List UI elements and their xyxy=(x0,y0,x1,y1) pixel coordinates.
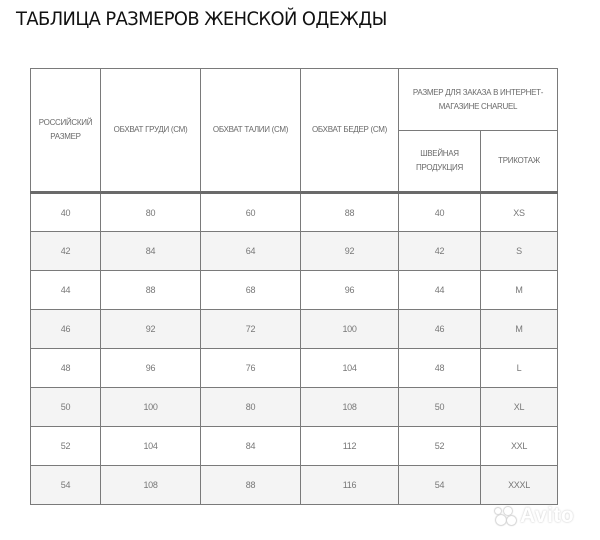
cell-waist: 84 xyxy=(201,427,301,466)
header-sewn-products: ШВЕЙНАЯ ПРОДУКЦИЯ xyxy=(399,131,481,193)
cell-bust: 92 xyxy=(101,310,201,349)
cell-bust: 84 xyxy=(101,232,201,271)
cell-knit: L xyxy=(481,349,558,388)
cell-bust: 96 xyxy=(101,349,201,388)
cell-waist: 68 xyxy=(201,271,301,310)
cell-russian-size: 54 xyxy=(31,466,101,505)
cell-russian-size: 48 xyxy=(31,349,101,388)
cell-bust: 100 xyxy=(101,388,201,427)
page-title: ТАБЛИЦА РАЗМЕРОВ ЖЕНСКОЙ ОДЕЖДЫ xyxy=(16,8,387,30)
cell-russian-size: 44 xyxy=(31,271,101,310)
header-bust: ОБХВАТ ГРУДИ (СМ) xyxy=(101,69,201,193)
cell-sewn: 44 xyxy=(399,271,481,310)
cell-russian-size: 50 xyxy=(31,388,101,427)
size-chart-table xyxy=(30,68,558,505)
cell-russian-size: 40 xyxy=(31,193,101,232)
table-row xyxy=(31,349,558,388)
cell-waist: 80 xyxy=(201,388,301,427)
cell-bust: 108 xyxy=(101,466,201,505)
cell-hips: 116 xyxy=(301,466,399,505)
cell-sewn: 50 xyxy=(399,388,481,427)
cell-knit: XS xyxy=(481,193,558,232)
cell-sewn: 54 xyxy=(399,466,481,505)
cell-knit: XXL xyxy=(481,427,558,466)
cell-waist: 64 xyxy=(201,232,301,271)
cell-hips: 104 xyxy=(301,349,399,388)
header-russian-size: РОССИЙСКИЙ РАЗМЕР xyxy=(31,69,101,193)
cell-waist: 76 xyxy=(201,349,301,388)
cell-waist: 72 xyxy=(201,310,301,349)
table-row xyxy=(31,388,558,427)
cell-hips: 100 xyxy=(301,310,399,349)
cell-sewn: 40 xyxy=(399,193,481,232)
cell-bust: 88 xyxy=(101,271,201,310)
header-row xyxy=(31,69,558,131)
header-order-size-group: РАЗМЕР ДЛЯ ЗАКАЗА В ИНТЕРНЕТ-МАГАЗИНЕ CHARUEL xyxy=(399,69,558,131)
cell-sewn: 46 xyxy=(399,310,481,349)
cell-bust: 80 xyxy=(101,193,201,232)
cell-knit: M xyxy=(481,310,558,349)
cell-russian-size: 52 xyxy=(31,427,101,466)
cell-knit: XXXL xyxy=(481,466,558,505)
cell-hips: 92 xyxy=(301,232,399,271)
avito-watermark-text: Avito xyxy=(520,504,575,527)
cell-sewn: 42 xyxy=(399,232,481,271)
cell-sewn: 52 xyxy=(399,427,481,466)
avito-watermark xyxy=(494,503,594,529)
cell-waist: 60 xyxy=(201,193,301,232)
table-row xyxy=(31,232,558,271)
header-hips: ОБХВАТ БЕДЕР (СМ) xyxy=(301,69,399,193)
cell-sewn: 48 xyxy=(399,349,481,388)
table-row xyxy=(31,427,558,466)
table-row xyxy=(31,310,558,349)
cell-bust: 104 xyxy=(101,427,201,466)
cell-hips: 88 xyxy=(301,193,399,232)
table-row xyxy=(31,271,558,310)
cell-hips: 112 xyxy=(301,427,399,466)
table-row xyxy=(31,193,558,232)
header-knitwear: ТРИКОТАЖ xyxy=(481,131,558,193)
cell-russian-size: 46 xyxy=(31,310,101,349)
cell-knit: XL xyxy=(481,388,558,427)
avito-logo-icon xyxy=(494,505,518,527)
cell-knit: S xyxy=(481,232,558,271)
cell-hips: 96 xyxy=(301,271,399,310)
cell-russian-size: 42 xyxy=(31,232,101,271)
header-waist: ОБХВАТ ТАЛИИ (СМ) xyxy=(201,69,301,193)
table-row xyxy=(31,466,558,505)
cell-waist: 88 xyxy=(201,466,301,505)
cell-knit: M xyxy=(481,271,558,310)
cell-hips: 108 xyxy=(301,388,399,427)
